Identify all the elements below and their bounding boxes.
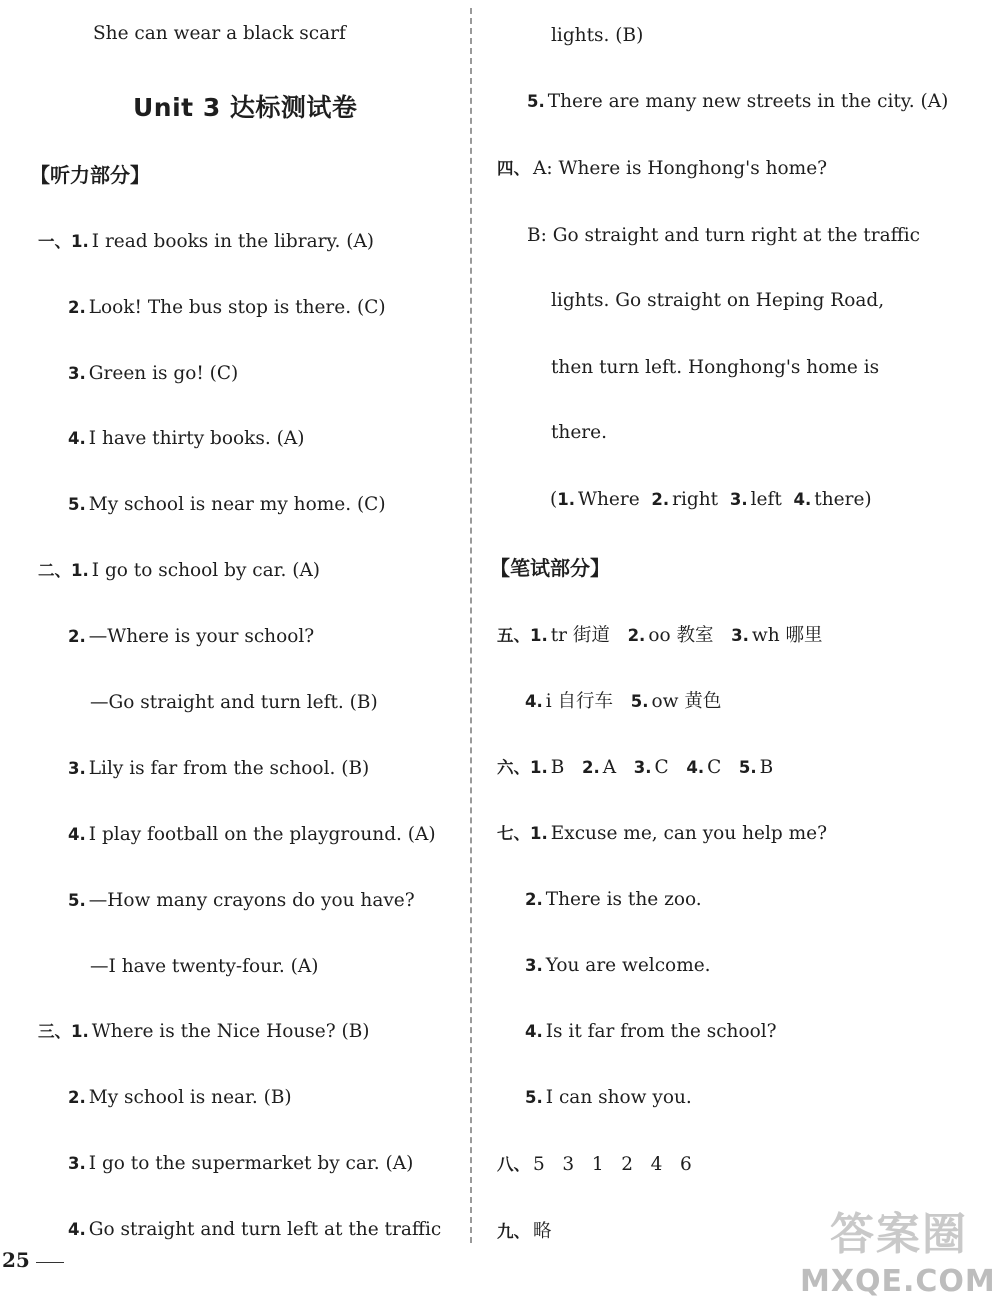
part1-item-1: 一、1. I read books in the library. (A) — [38, 231, 375, 252]
part7-item-2: 2. There is the zoo. — [525, 889, 702, 910]
part2-item-5: 5. —How many crayons do you have? — [68, 890, 415, 911]
part7-item-1: 七、1. Excuse me, can you help me? — [497, 823, 828, 844]
watermark-logo — [800, 1198, 996, 1306]
part3-item-3: 3. I go to the supermarket by car. (A) — [68, 1153, 414, 1174]
part5-line-2: 4. i 自行车 5. ow 黄色 — [525, 691, 722, 712]
page-number: 25 — [2, 1248, 30, 1272]
part4-answers: (1. Where 2. right 3. left 4. there) — [550, 489, 872, 510]
part2-item-3: 3. Lily is far from the school. (B) — [68, 758, 370, 779]
page-title: Unit 3 达标测试卷 — [133, 93, 358, 122]
part6-answers: 六、1. B 2. A 3. C 4. C 5. B — [497, 757, 774, 778]
watermark-text-bottom: MXQE.COM — [800, 1264, 996, 1299]
part1-item-4: 4. I have thirty books. (A) — [68, 428, 305, 449]
part2-item-5-reply: —I have twenty-four. (A) — [90, 956, 319, 977]
part2-item-4: 4. I play football on the playground. (A) — [68, 824, 436, 845]
part3-item-5: 5. There are many new streets in the city. (A) — [527, 91, 949, 112]
part1-item-5: 5. My school is near my home. (C) — [68, 494, 386, 515]
part1-item-3: 3. Green is go! (C) — [68, 363, 239, 384]
part4-line-2: B: Go straight and turn right at the traffic — [527, 225, 921, 246]
part3-item-4-cont: lights. (B) — [551, 25, 644, 46]
part7-item-4: 4. Is it far from the school? — [525, 1021, 777, 1042]
part2-item-2-reply: —Go straight and turn left. (B) — [90, 692, 378, 713]
part9: 九、 略 — [497, 1221, 552, 1242]
part8-order: 八、 5 3 1 2 4 6 — [497, 1154, 692, 1175]
part5-line-1: 五、1. tr 街道 2. oo 教室 3. wh 哪里 — [497, 625, 823, 646]
part7-item-5: 5. I can show you. — [525, 1087, 692, 1108]
column-divider — [470, 8, 472, 1243]
page-number-dash — [36, 1262, 64, 1263]
part3-item-4: 4. Go straight and turn left at the traffic — [68, 1219, 442, 1240]
part4-line-5: there. — [551, 422, 607, 443]
part4-line-1: 四、 A: Where is Honghong's home? — [497, 158, 828, 179]
watermark-text-top: 答案圈 — [830, 1209, 968, 1260]
listening-section-header: 【听力部分】 — [30, 163, 150, 187]
written-section-header: 【笔试部分】 — [490, 556, 610, 580]
part4-line-3: lights. Go straight on Heping Road, — [551, 290, 885, 311]
part3-item-2: 2. My school is near. (B) — [68, 1087, 292, 1108]
part4-line-4: then turn left. Honghong's home is — [551, 357, 880, 378]
part1-item-2: 2. Look! The bus stop is there. (C) — [68, 297, 386, 318]
continued-line: She can wear a black scarf — [93, 23, 346, 44]
part3-item-1: 三、1. Where is the Nice House? (B) — [38, 1021, 370, 1042]
part2-item-1: 二、1. I go to school by car. (A) — [38, 560, 321, 581]
part7-item-3: 3. You are welcome. — [525, 955, 711, 976]
part2-item-2: 2. —Where is your school? — [68, 626, 315, 647]
